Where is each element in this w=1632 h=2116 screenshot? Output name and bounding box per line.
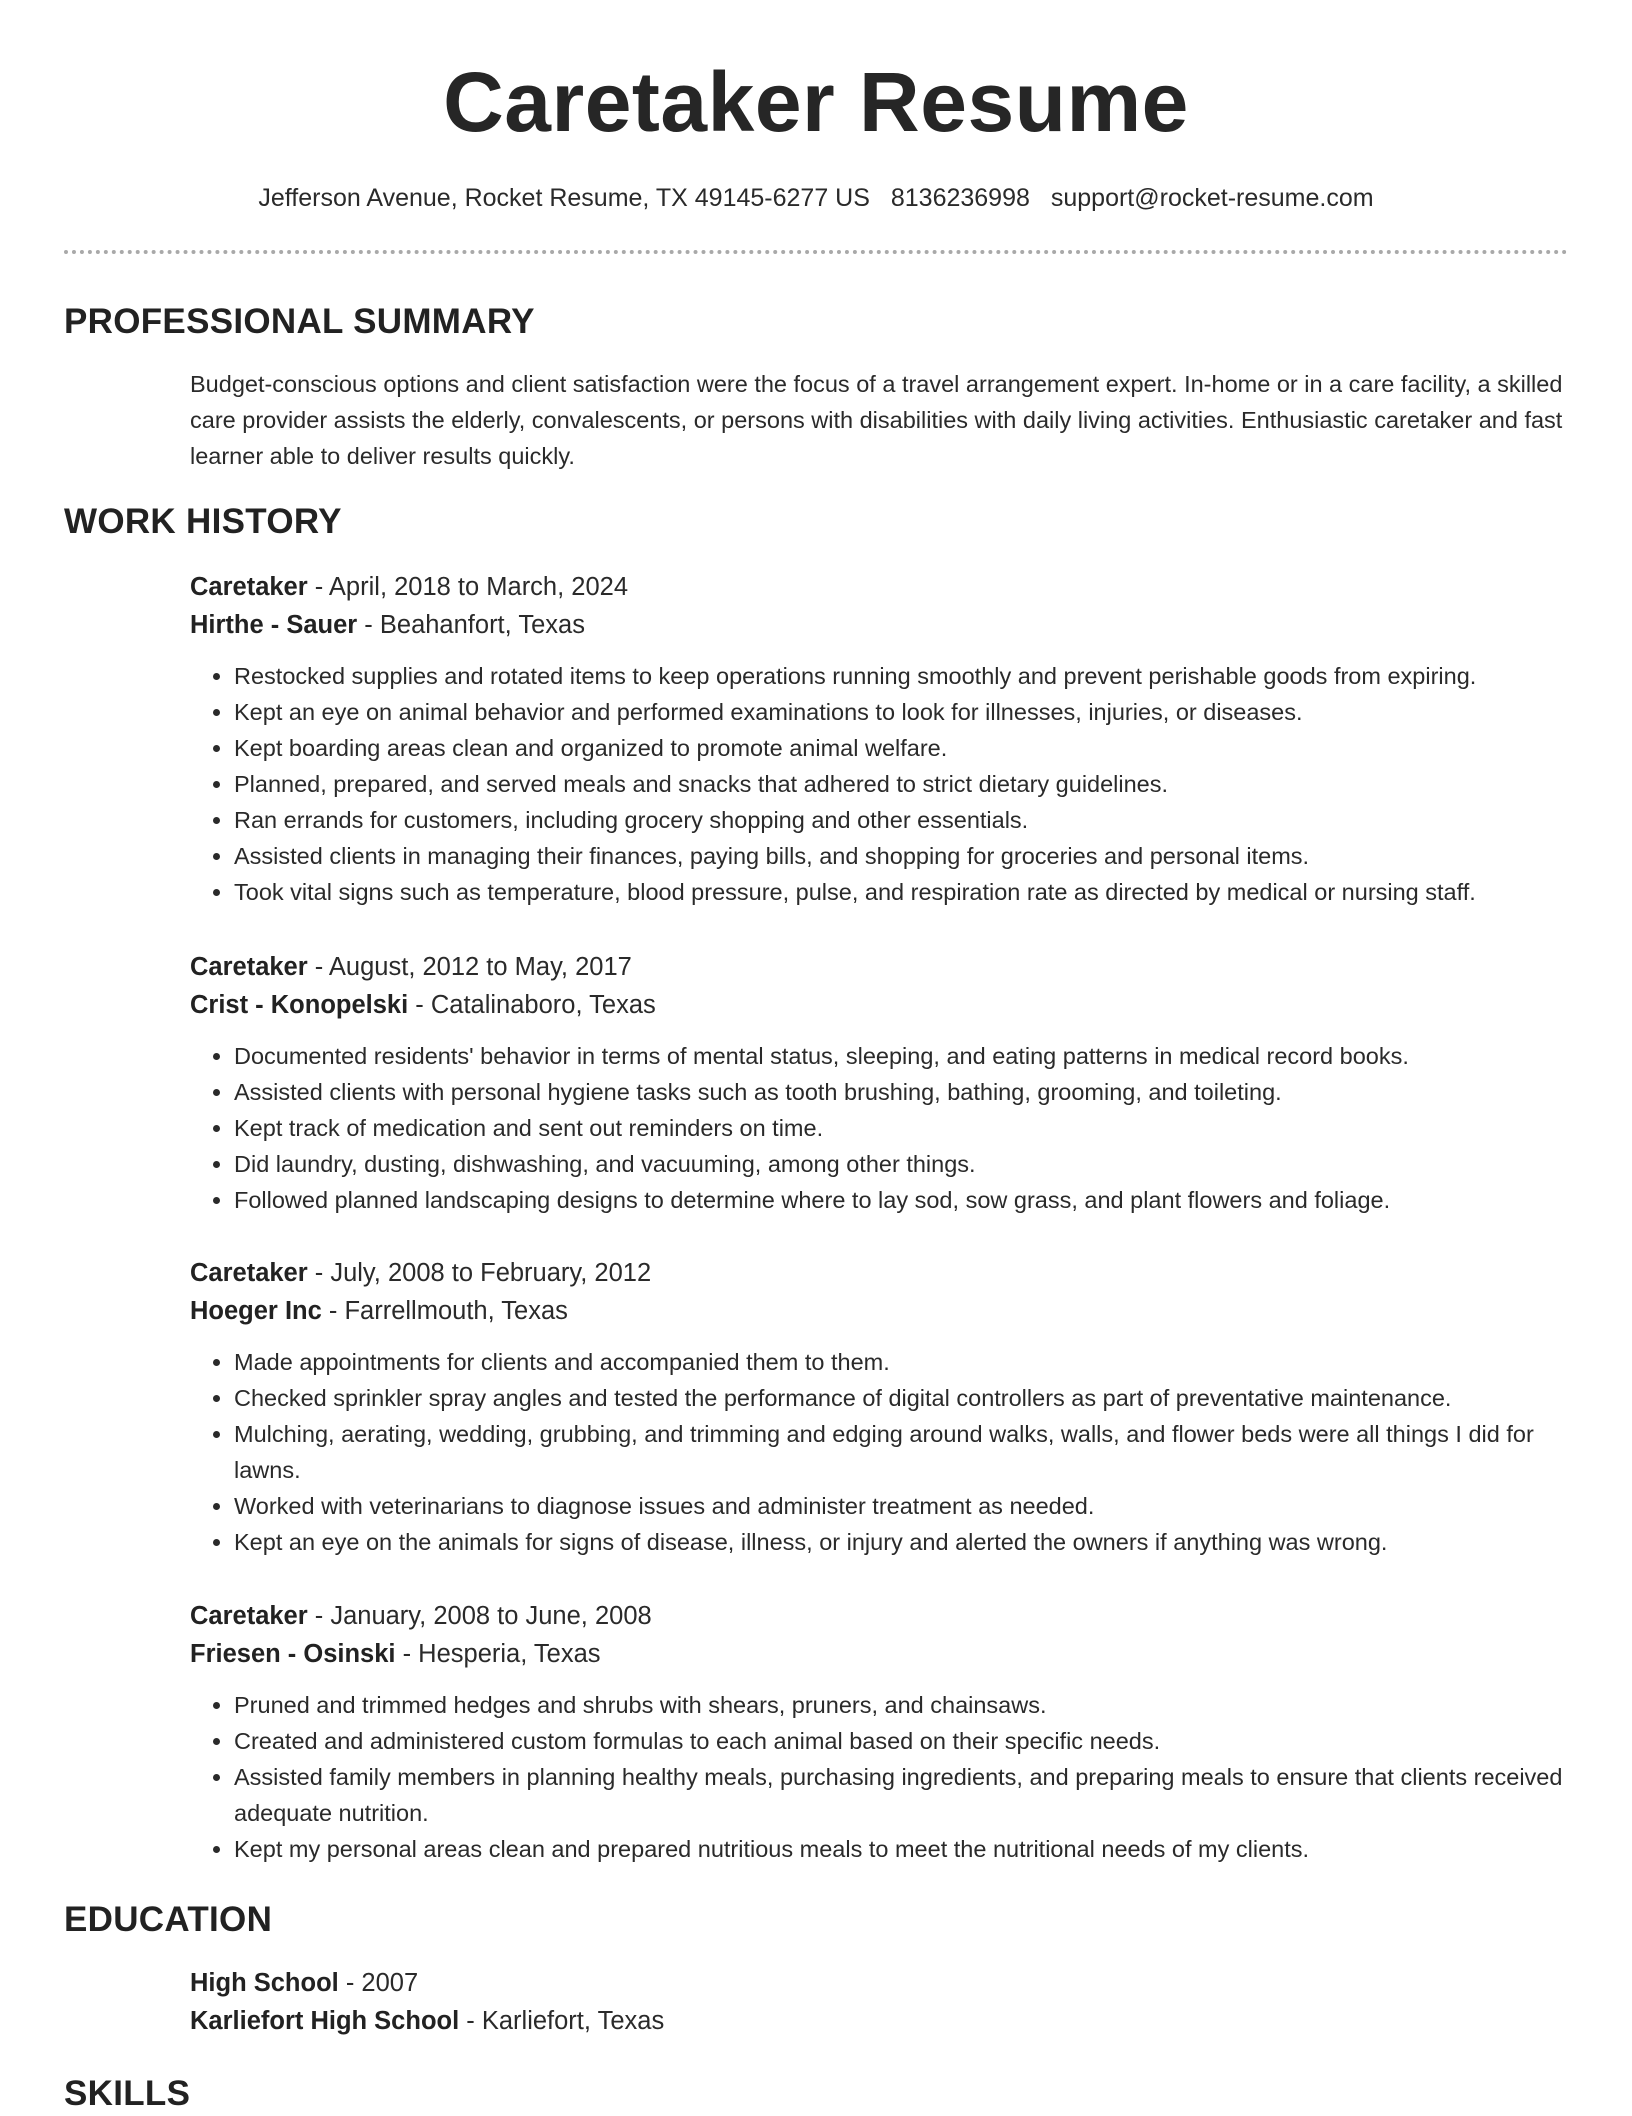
- job-bullet: • Assisted clients in managing their finances, paying bills, and shopping for groceries and personal items.: [234, 838, 1568, 874]
- job-bullet: • Kept an eye on animal behavior and performed examinations to look for illnesses, injuries, or diseases.: [234, 694, 1568, 730]
- job-bullet: • Made appointments for clients and accompanied them to them.: [234, 1344, 1568, 1380]
- job-bullet: • Kept my personal areas clean and prepared nutritious meals to meet the nutritional needs of my clients.: [234, 1831, 1568, 1867]
- education-year: - 2007: [338, 1969, 419, 1997]
- job-bullets: [190, 1038, 1568, 1218]
- resume-title: Caretaker Resume: [443, 55, 1189, 149]
- job-bullet: • Ran errands for customers, including grocery shopping and other essentials.: [234, 802, 1568, 838]
- job-dates: - July, 2008 to February, 2012: [307, 1259, 652, 1287]
- job-entry: [190, 1254, 1568, 1560]
- job-company: Friesen - Osinski: [190, 1640, 396, 1668]
- job-location: - Beahanfort, Texas: [357, 611, 585, 639]
- job-bullet: • Restocked supplies and rotated items to keep operations running smoothly and prevent perishable goods from expiring.: [234, 658, 1568, 694]
- job-company-line: [190, 986, 1568, 1024]
- job-company: Hirthe - Sauer: [190, 611, 358, 639]
- job-company-line: [190, 1635, 1568, 1673]
- job-title-line: [190, 568, 1568, 606]
- education-degree: High School: [190, 1969, 339, 1997]
- job-location: - Catalinaboro, Texas: [408, 991, 656, 1019]
- education-degree-line: [190, 1964, 1568, 2002]
- contact-address: Jefferson Avenue, Rocket Resume, TX 49145-6277 US: [258, 184, 870, 212]
- job-entry: [190, 948, 1568, 1218]
- header-divider: [64, 250, 1568, 254]
- job-bullets: [190, 658, 1568, 910]
- job-title: Caretaker: [190, 1259, 308, 1287]
- job-bullet: • Did laundry, dusting, dishwashing, and vacuuming, among other things.: [234, 1146, 1568, 1182]
- job-title-line: [190, 948, 1568, 986]
- job-company: Hoeger Inc: [190, 1297, 322, 1325]
- education-heading: EDUCATION: [64, 1900, 273, 1939]
- job-bullet: • Created and administered custom formulas to each animal based on their specific needs.: [234, 1723, 1568, 1759]
- job-location: - Farrellmouth, Texas: [321, 1297, 568, 1325]
- education-school-line: [190, 2002, 1568, 2040]
- summary-heading: PROFESSIONAL SUMMARY: [64, 302, 535, 341]
- job-bullet: • Followed planned landscaping designs to determine where to lay sod, sow grass, and plant flowers and foliage.: [234, 1182, 1568, 1218]
- job-bullet: • Planned, prepared, and served meals and snacks that adhered to strict dietary guidelines.: [234, 766, 1568, 802]
- job-entry: [190, 568, 1568, 910]
- job-entry: [190, 1597, 1568, 1867]
- job-title: Caretaker: [190, 953, 308, 981]
- education-location: - Karliefort, Texas: [459, 2007, 665, 2035]
- job-dates: - April, 2018 to March, 2024: [307, 573, 629, 601]
- work-history-heading: WORK HISTORY: [64, 502, 342, 541]
- job-dates: - August, 2012 to May, 2017: [307, 953, 632, 981]
- job-bullet: • Assisted family members in planning healthy meals, purchasing ingredients, and preparing meals to ensure that clients received adequate nutrition.: [234, 1759, 1568, 1831]
- job-company-line: [190, 606, 1568, 644]
- education-entry: [190, 1964, 1568, 2040]
- job-bullet: • Kept track of medication and sent out reminders on time.: [234, 1110, 1568, 1146]
- job-bullet: • Worked with veterinarians to diagnose issues and administer treatment as needed.: [234, 1488, 1568, 1524]
- summary-text: Budget-conscious options and client satisfaction were the focus of a travel arrangement expert. In-home or in a care facility, a skilled care provider assists the elderly, convalescents, or persons with disabilities with daily living activities. Enthusiastic caretaker and fast learner able to deliver results quickly.: [190, 371, 1563, 469]
- education-school: Karliefort High School: [190, 2007, 460, 2035]
- job-bullet: • Documented residents' behavior in terms of mental status, sleeping, and eating patterns in medical record books.: [234, 1038, 1568, 1074]
- job-bullet: • Kept boarding areas clean and organized to promote animal welfare.: [234, 730, 1568, 766]
- job-bullets: [190, 1687, 1568, 1867]
- job-title: Caretaker: [190, 573, 308, 601]
- contact-phone: 8136236998: [890, 184, 1030, 212]
- job-bullet: • Mulching, aerating, wedding, grubbing, and trimming and edging around walks, walls, and flower beds were all things I did for lawns.: [234, 1416, 1568, 1488]
- job-bullet: • Assisted clients with personal hygiene tasks such as tooth brushing, bathing, grooming, and toileting.: [234, 1074, 1568, 1110]
- job-dates: - January, 2008 to June, 2008: [307, 1602, 652, 1630]
- job-location: - Hesperia, Texas: [395, 1640, 601, 1668]
- contact-email: support@rocket-resume.com: [1050, 184, 1374, 212]
- skills-heading: SKILLS: [64, 2074, 191, 2113]
- job-company-line: [190, 1292, 1568, 1330]
- job-bullet: • Pruned and trimmed hedges and shrubs with shears, pruners, and chainsaws.: [234, 1687, 1568, 1723]
- job-bullet: • Checked sprinkler spray angles and tested the performance of digital controllers as part of preventative maintenance.: [234, 1380, 1568, 1416]
- contact-line: [64, 180, 1568, 216]
- job-title: Caretaker: [190, 1602, 308, 1630]
- job-title-line: [190, 1597, 1568, 1635]
- job-bullet: • Kept an eye on the animals for signs of disease, illness, or injury and alerted the owners if anything was wrong.: [234, 1524, 1568, 1560]
- job-title-line: [190, 1254, 1568, 1292]
- job-company: Crist - Konopelski: [190, 991, 409, 1019]
- job-bullets: [190, 1344, 1568, 1560]
- job-bullet: • Took vital signs such as temperature, blood pressure, pulse, and respiration rate as directed by medical or nursing staff.: [234, 874, 1568, 910]
